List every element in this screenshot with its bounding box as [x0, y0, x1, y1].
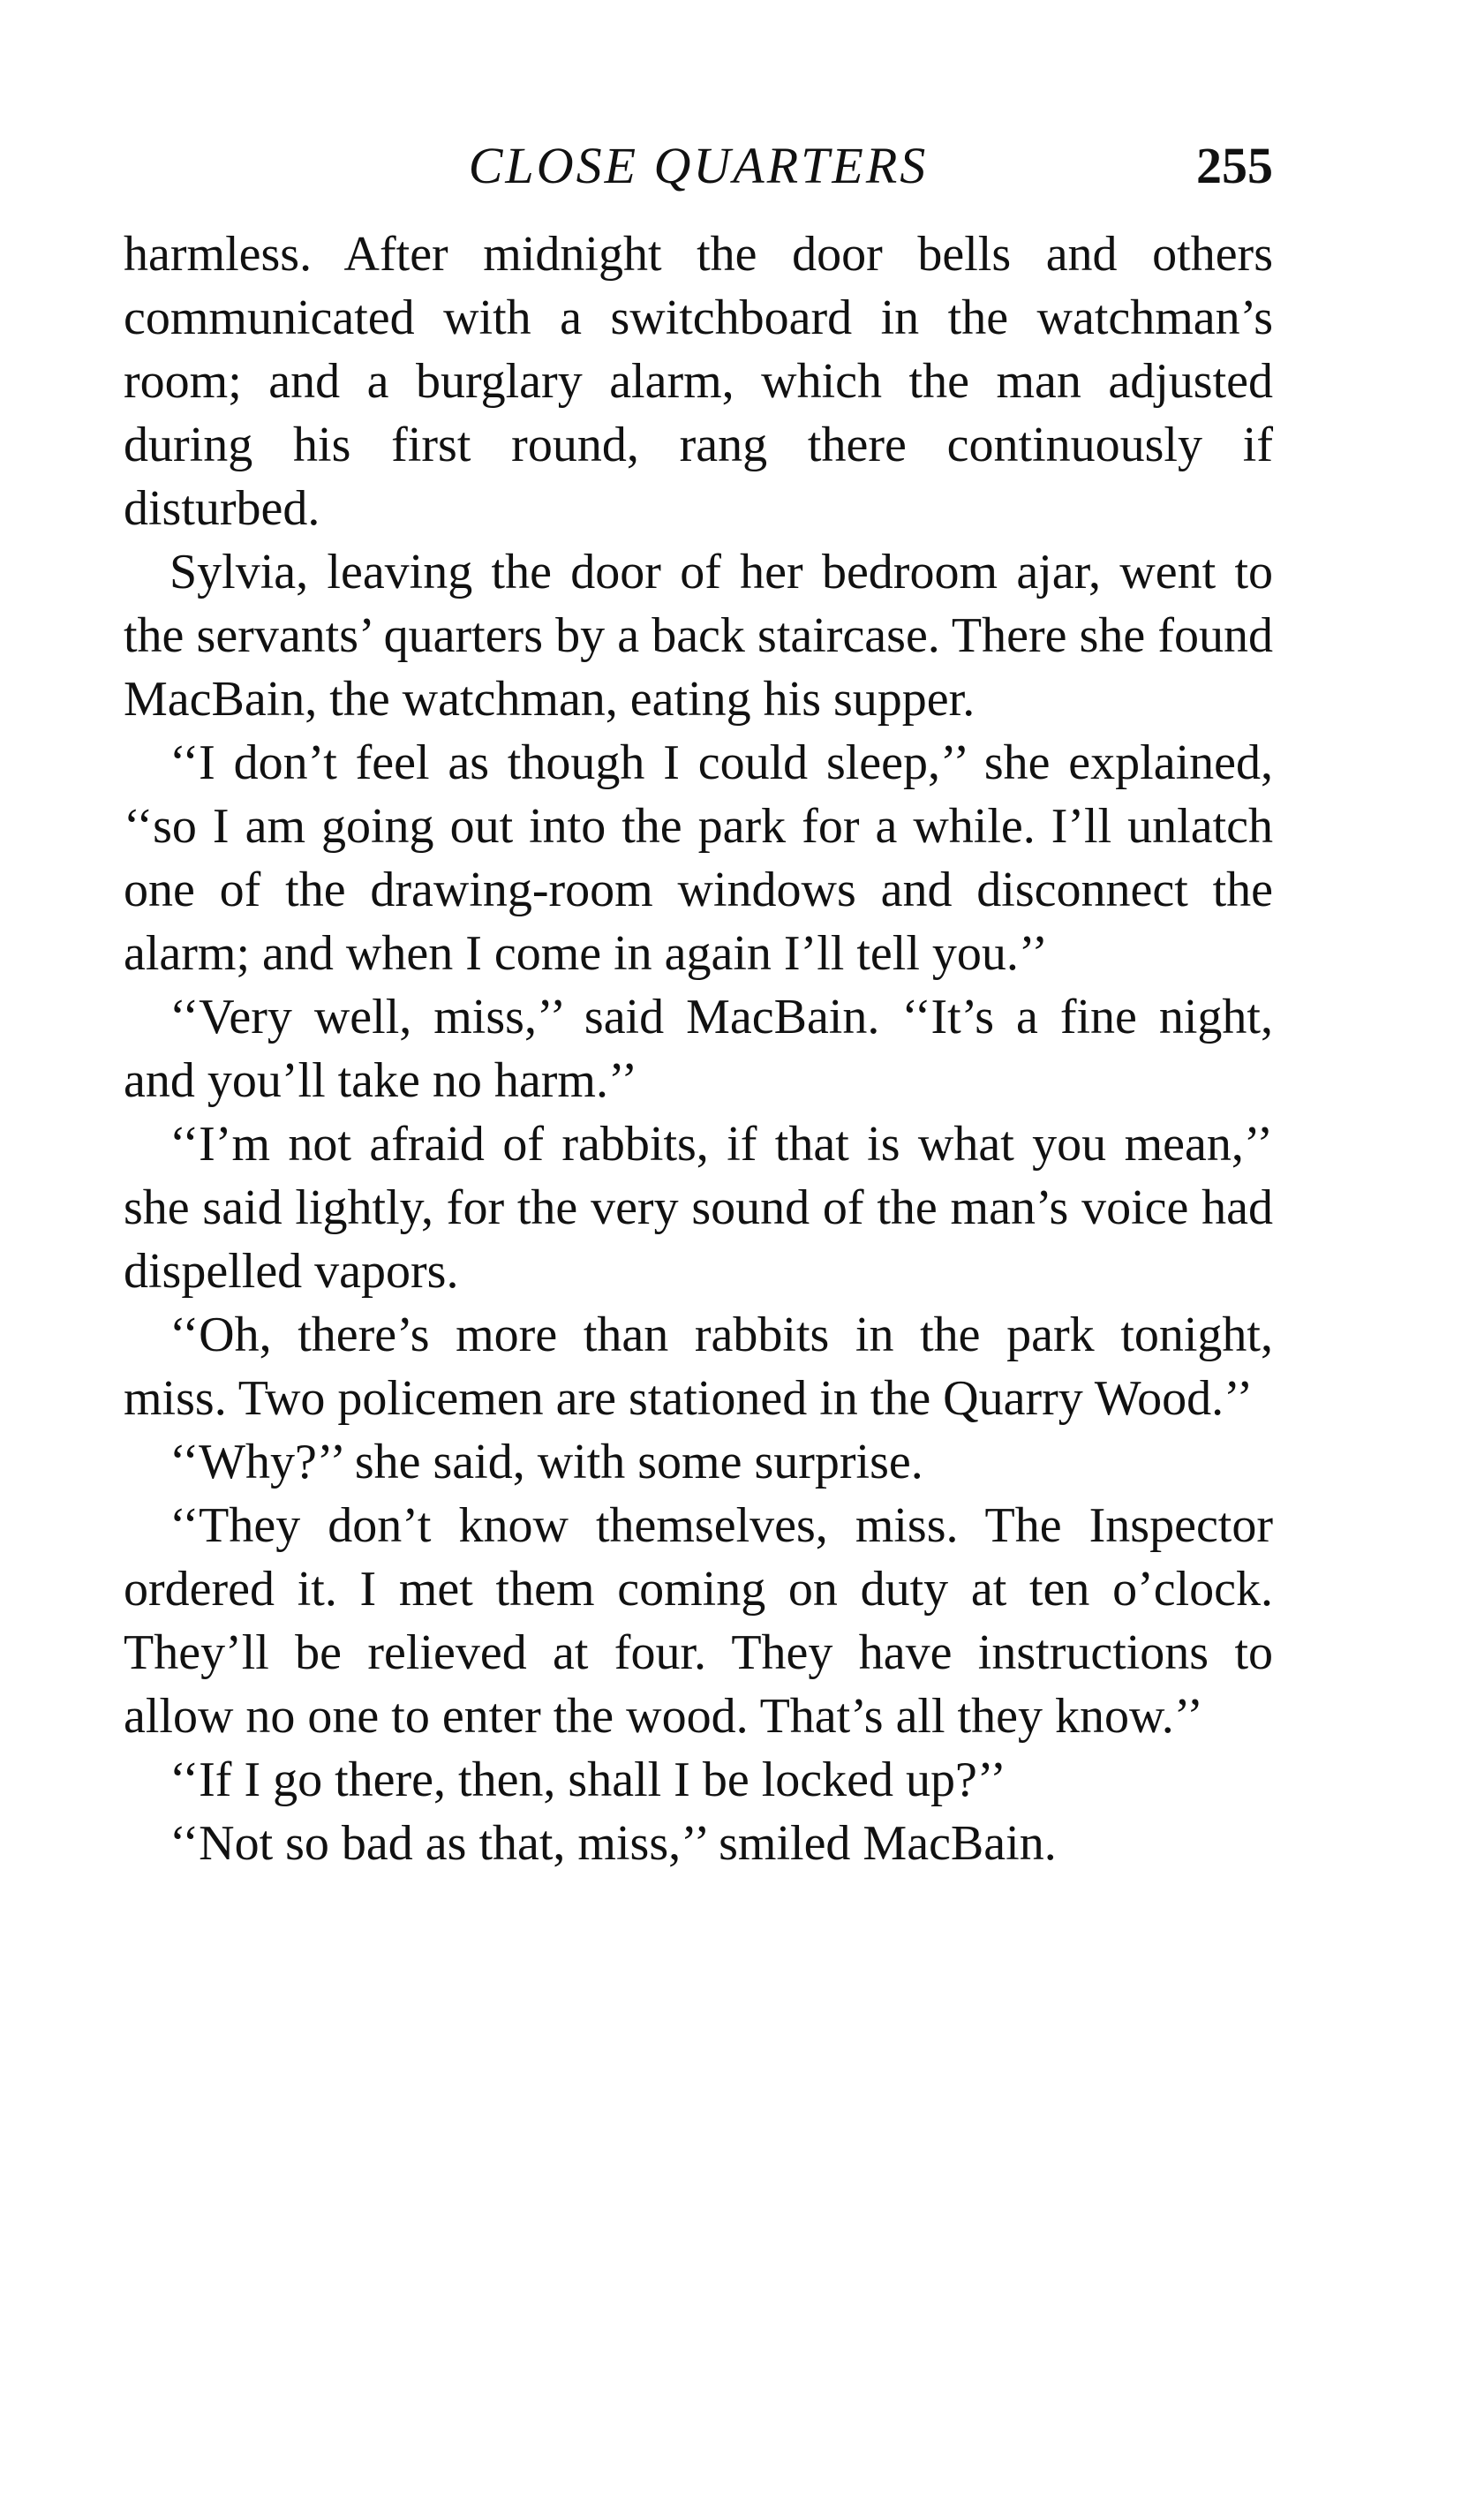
paragraph: ‘‘Very well, miss,’’ said MacBain. ‘‘It’s a fine night, and you’ll take no harm.’’ [124, 990, 1273, 1108]
paragraph: ‘‘Not so bad as that, miss,’’ smiled MacBain. [169, 1816, 1057, 1871]
paragraph: ‘‘I don’t feel as though I could sleep,’’ she explained, ‘‘so I am going out into the park for a while. I’ll unlatch one of the drawing-room windows and disconnect the alarm; and when I come in again I’ll tell you.’’ [124, 735, 1273, 981]
paragraph: ‘‘Oh, there’s more than rabbits in the park tonight, miss. Two policemen are stationed in the Quarry Wood.’’ [124, 1308, 1273, 1426]
body-text [124, 222, 1273, 1875]
paragraph: ‘‘If I go there, then, shall I be locked up?’’ [169, 1752, 1006, 1807]
paragraph-continuation: harmless. After midnight the door bells and others communicated with a switchboard in the watchman’s room; and a burglary alarm, which the man adjusted during his first round, rang there continuously if disturbed. [124, 227, 1273, 536]
paragraph: ‘‘I’m not afraid of rabbits, if that is what you mean,’’ she said lightly, for the very sound of the man’s voice had dispelled vapors. [124, 1117, 1273, 1299]
paragraph: Sylvia, leaving the door of her bedroom ajar, went to the servants’ quarters by a back staircase. There she found MacBain, the watchman, eating his supper. [124, 545, 1273, 727]
paragraph: ‘‘They don’t know themselves, miss. The Inspector ordered it. I met them coming on duty at ten o’clock. They’ll be relieved at four. They have instructions to allow no one to enter the wood. That’s all they know.’’ [124, 1498, 1273, 1744]
running-header [124, 131, 1273, 201]
paragraph: ‘‘Why?’’ she said, with some surprise. [169, 1435, 923, 1489]
page-number: 255 [1196, 137, 1273, 194]
chapter-title: CLOSE QUARTERS [468, 137, 929, 194]
